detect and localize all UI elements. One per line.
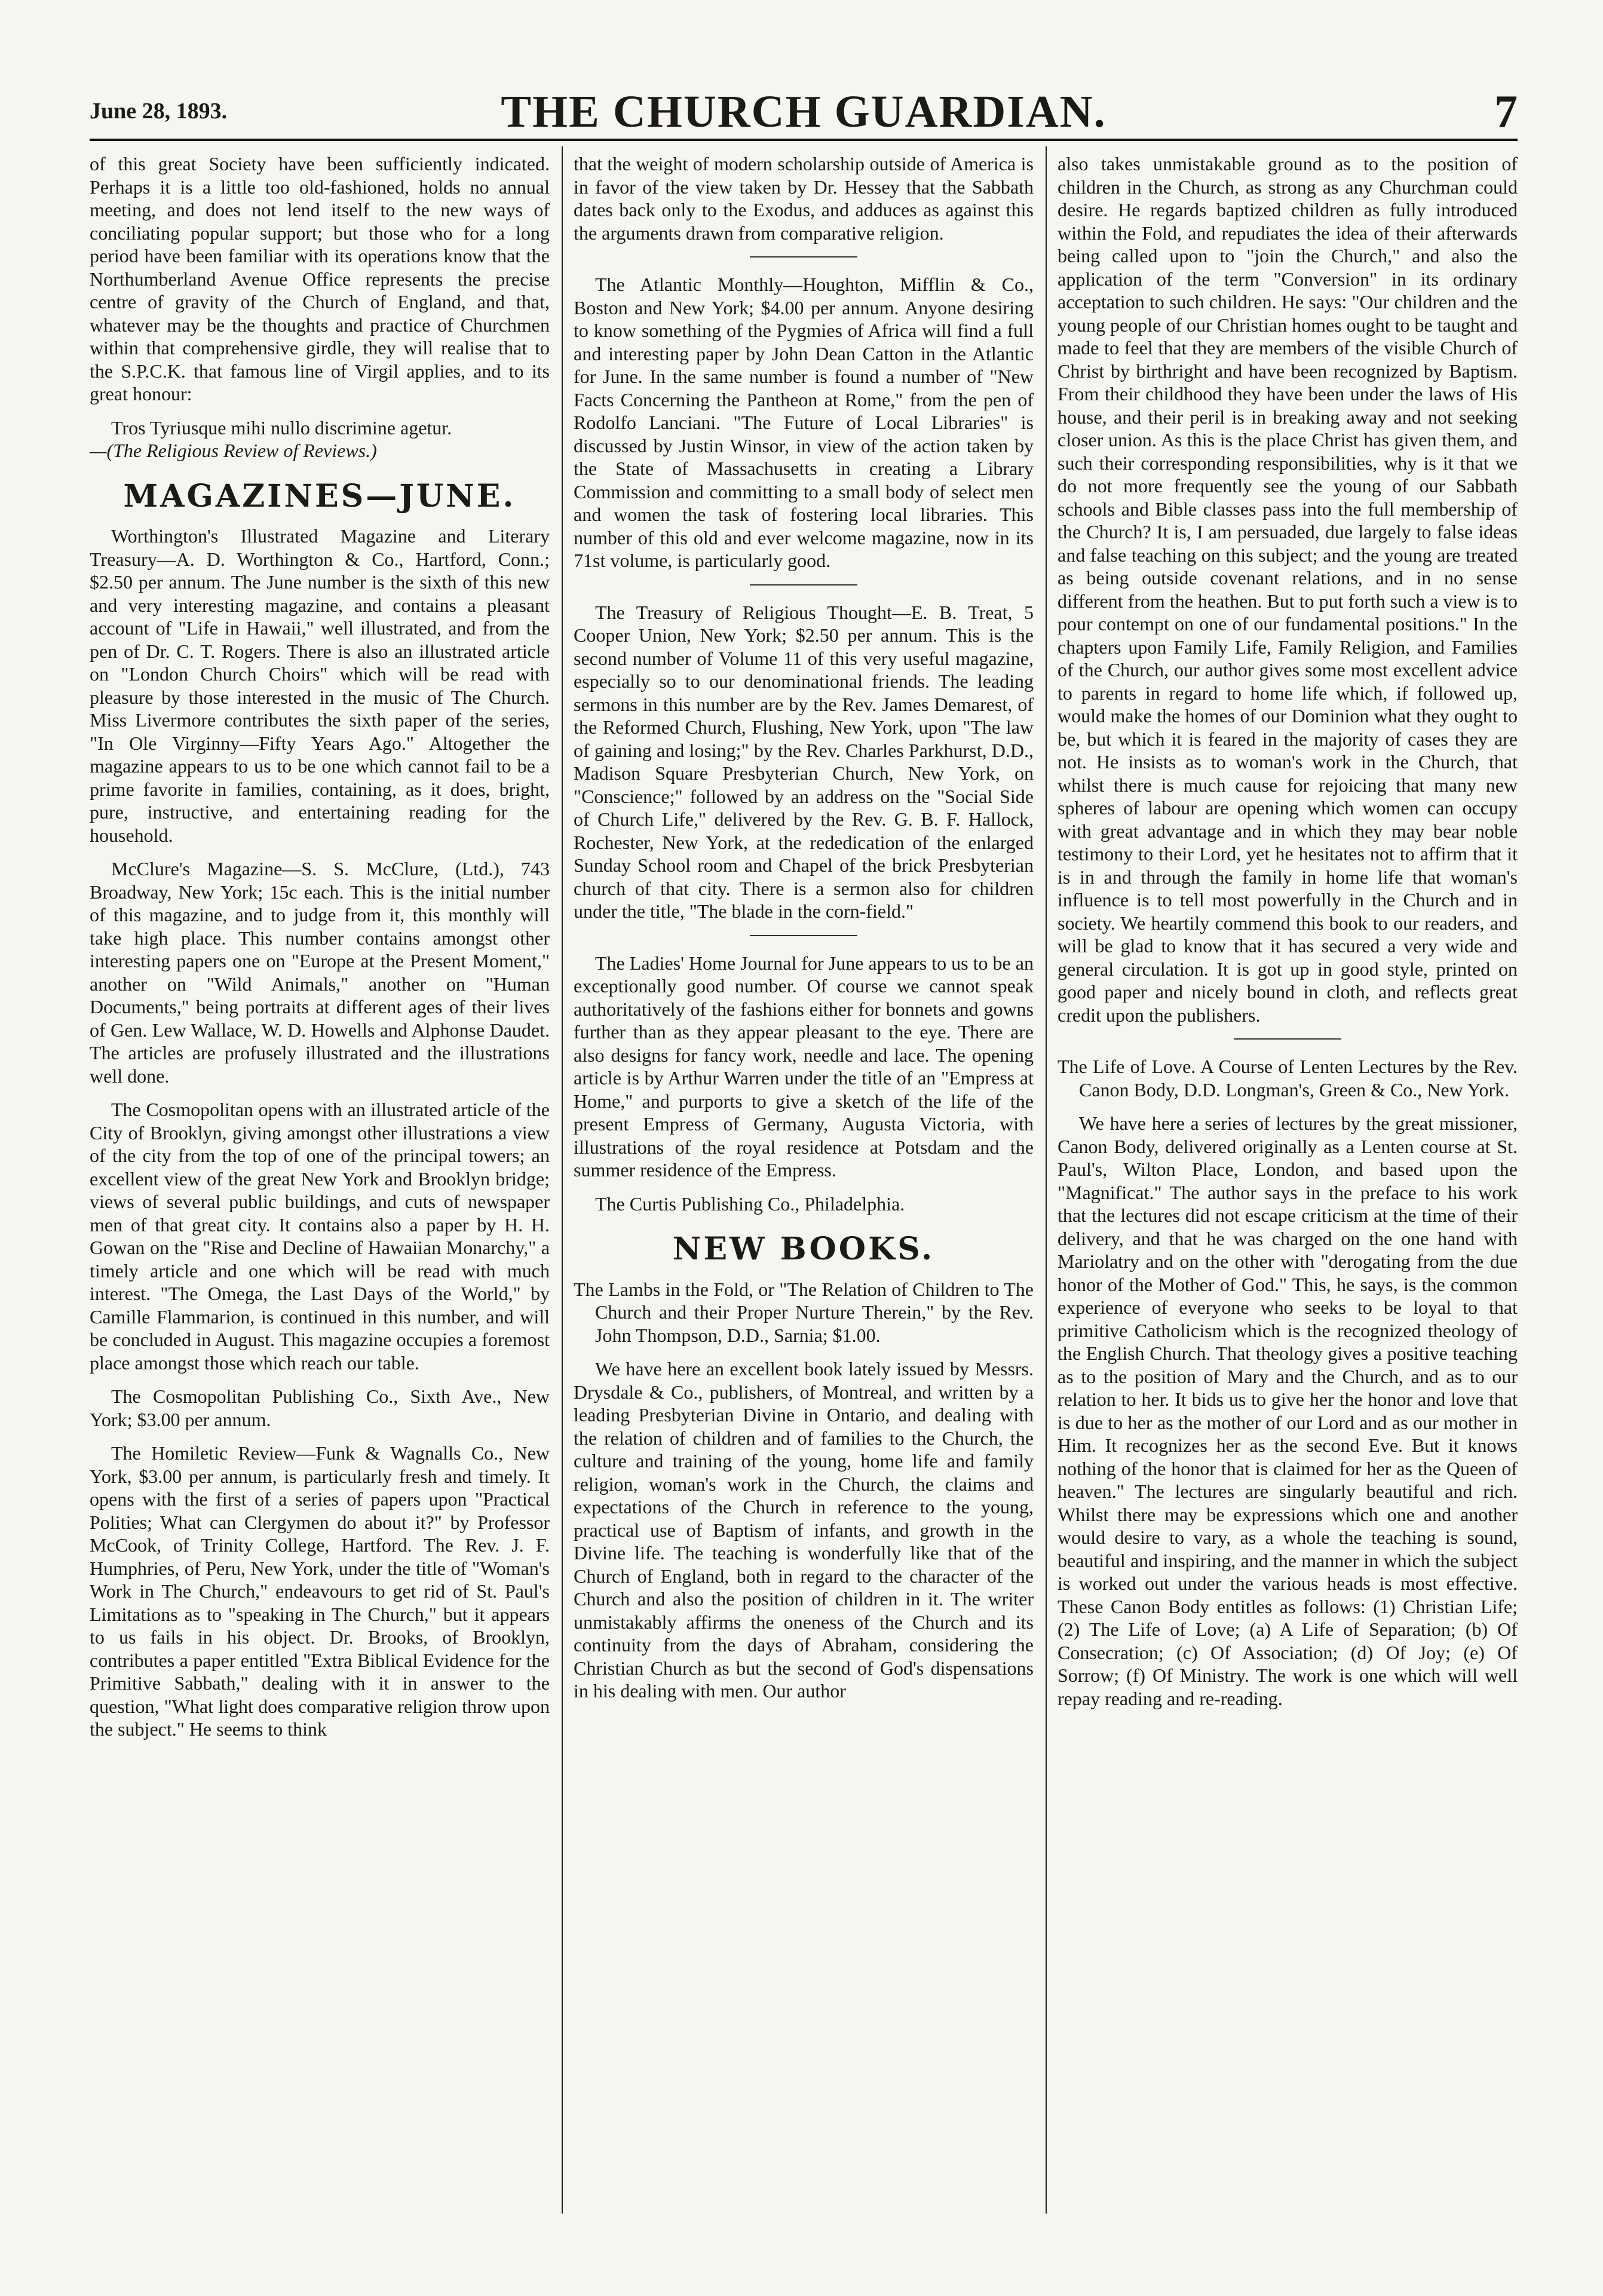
review-cosmopolitan: The Cosmopolitan opens with an illustrated article of the City of Brooklyn, giving amongst other illustrations a view of the city from the top of one of the principal towers; an excellent view of the great New York and Brooklyn bridge; views of several public buildings, and cuts of newspaper men of that great city. It contains also a paper by H. H. Gowan on the "Rise and Decline of Hawaiian Monarchy," a timely article and one which will be read with much interest. "The Omega, the Last Days of the World," by Camille Flammarion, is continued in this number, and will be concluded in August. This magazine occupies a foremost place amongst those which reach our table. bbox=[90, 1099, 550, 1374]
review-ladies-home-journal: The Ladies' Home Journal for June appears to us to be an exceptionally good number. Of course we cannot speak authoritatively of the fashions either for bonnets and gowns further than as they appear pleasant to the eye. There are also designs for fancy work, needle and lace. The opening article is by Arthur Warren under the title of an "Empress at Home," and purports to give a sketch of the life of the present Empress of Germany, Augusta Victoria, with illustrations of the royal residence at Potsdam and the summer residence of the Empress. bbox=[574, 952, 1034, 1181]
review-atlantic: The Atlantic Monthly—Houghton, Mifflin & Co., Boston and New York; $4.00 per annum. Anyone desiring to know something of the Pygmies of Africa will find a full and interesting paper by John Dean Catton in the Atlantic for June. In the same number is found a number of "New Facts Concerning the Pantheon at Rome," from the pen of Rodolfo Lanciani. "The Future of Local Libraries" is discussed by Justin Winsor, in view of the action taken by the State of Massachusetts in creating a Library Commission and committing to a small body of select men and women the task of fostering local libraries. This number of this old and ever welcome magazine, now in its 71st volume, is particularly good. bbox=[574, 274, 1034, 571]
virgil-quote: Tros Tyriusque mihi nullo discrimine agetur. bbox=[111, 416, 452, 439]
homiletic-continued: that the weight of modern scholarship outside of America is in favor of the view taken by Dr. Hessey that the Sabbath dates back only to the Exodus, and adduces as against this the arguments drawn from comparative religion. bbox=[574, 153, 1034, 244]
review-lambs-continued: also takes unmistakable ground as to the position of children in the Church, as strong as any Churchman could desire. He regards baptized children as fully introduced within the Fold, and repudiates the idea of their afterwards being called upon to "join the Church," and also the application of the term "Conversion" in its ordinary acceptation to such children. He says: "Our children and the young people of our Christian homes ought to be taught and made to feel that they are members of the visible Church of Christ by birthright and have been recognized by Baptism. From their childhood they have been under the laws of His house, and their peril is in breaking away and not seeking closer union. As this is the place Christ has given them, and such their corresponding responsibilities, why is it that we do not more frequently see the young of our Sabbath schools and Bible classes pass into the full membership of the Church? It is, I am persuaded, due largely to false ideas and false teaching on this subject; and the young are treated as being outside covenant relations, and in no sense different from the heathen. But to put forth such a view is to pour contempt on one of our fundamental positions." In the chapters upon Family Life, Family Religion, and Families of the Church, our author gives some most excellent advice to parents in regard to home life which, if followed up, would make the homes of our Dominion what they ought to be, but which it is feared in the majority of cases they are not. He insists as to woman's work in the Church, that whilst there is much cause for rejoicing that many new spheres of labour are opening which women can occupy with great advantage and in which they may bear noble testimony to their Lord, yet he hesitates not to affirm that it is in and through the family in home life that woman's influence is to tell most powerfully in the Church and in society. We heartily commend this book to our readers, and will be glad to know that it has secured a very wide and general circulation. It is got up in good style, printed on good paper and nicely bound in cloth, and reflects great credit upon the publishers. bbox=[1058, 153, 1518, 1026]
book-title-lambs: The Lambs in the Fold, or "The Relation of Children to The Church and their Proper Nurture Therein," by the Rev. John Thompson, D.D., Sarnia; $1.00. bbox=[574, 1278, 1034, 1346]
article-source: —(The Religious Review of Reviews.) bbox=[90, 440, 377, 461]
column-3 bbox=[1058, 152, 1518, 1721]
separator-rule bbox=[750, 584, 857, 586]
curtis-publisher: The Curtis Publishing Co., Philadelphia. bbox=[595, 1193, 905, 1215]
cosmopolitan-publisher: The Cosmopolitan Publishing Co., Sixth Ave., New York; $3.00 per annum. bbox=[90, 1385, 550, 1430]
review-homiletic: The Homiletic Review—Funk & Wagnalls Co., New York, $3.00 per annum, is particularly fresh and timely. It opens with the first of a series of papers upon "Practical Polities; What can Clergymen do about it?" by Professor McCook, of Trinity College, Hartford. The Rev. J. F. Humphries, of Peru, New York, under the title of "Woman's Work in The Church," endeavours to get rid of St. Paul's Limitations as to "speaking in The Church," but it appears to us fails in his object. Dr. Brooks, of Brooklyn, contributes a paper entitled "Extra Biblical Evidence for the Primitive Sabbath," dealing with it in answer to the question, "What light does comparative religion throw upon the subject." He seems to think bbox=[90, 1442, 550, 1740]
column-1 bbox=[90, 152, 550, 1752]
column-2 bbox=[574, 152, 1034, 1713]
magazines-section-title: MAGAZINES—JUNE. bbox=[123, 477, 516, 514]
separator-rule bbox=[1234, 1038, 1341, 1040]
column-divider-1 bbox=[562, 146, 563, 2214]
newspaper-title: THE CHURCH GUARDIAN. bbox=[501, 87, 1107, 137]
spck-article-end: of this great Society have been sufficiently indicated. Perhaps it is a little too old-fashioned, holds no annual meeting, and does not lend itself to the new ways of conciliating popular support; but those who for a long period have been familiar with its operations know that the Northumberland Avenue Office represents the precise centre of gravity of the Church of England, and that, whatever may be the thoughts and practice of Churchmen within that comprehensive girdle, they will realise that to the S.P.C.K. that famous line of Virgil applies, and to its great honour: bbox=[90, 153, 550, 404]
page-number: 7 bbox=[1494, 85, 1518, 137]
column-divider-2 bbox=[1046, 146, 1047, 2214]
header-rule bbox=[90, 139, 1518, 141]
book-title-life-of-love: The Life of Love. A Course of Lenten Lectures by the Rev. Canon Body, D.D. Longman's, Green & Co., New York. bbox=[1058, 1056, 1518, 1101]
issue-date: June 28, 1893. bbox=[90, 99, 228, 124]
review-life-of-love: We have here a series of lectures by the great missioner, Canon Body, delivered originally as a Lenten course at St. Paul's, Wilton Place, London, and based upon the "Magnificat." The author says in the preface to his work that the lectures did not escape criticism at the time of their delivery, and that he was charged on the one hand with Mariolatry and on the other with "derogating from the due honor of the Mother of God." This, he says, is the common experience of everyone who seeks to be loyal to that primitive Catholicism which is the recognized theology of the English Church. That theology gives a positive teaching as to the position of Mary and the Church, and as to our relation to her. It bids us to give her the honor and love that is due to her as the mother of our Lord and as our mother in Him. It recognizes her as the second Eve. But it knows nothing of the honor that is claimed for her as the Queen of heaven." The lectures are singularly beautiful and rich. Whilst there may be expressions which one and another would desire to vary, as a whole the teaching is sound, beautiful and inspiring, and the manner in which the subject is worked out under the various heads is most effective. These Canon Body entitles as follows: (1) Christian Life; (2) The Life of Love; (a) A Life of Separation; (b) Of Consecration; (c) Of Association; (d) Of Joy; (e) Of Sorrow; (f) Of Ministry. The work is one which will well repay reading and re-reading. bbox=[1058, 1112, 1518, 1709]
separator-rule bbox=[750, 935, 857, 936]
review-lambs: We have here an excellent book lately issued by Messrs. Drysdale & Co., publishers, of Montreal, and written by a leading Presbyterian Divine in Ontario, and dealing with the relation of children and of families to the Church, the culture and training of the young, home life and family religion, woman's work in the Church, the claims and expectations of the Church in reference to the young, practical use of Baptism of infants, and growth in the Divine life. The teaching is wonderfully like that of the Church of England, both in regard to the character of the Church and also the position of children in it. The writer unmistakably affirms the oneness of the Church and its continuity from the days of Abraham, considering the Christian Church as but the second of God's dispensations in his dealing with men. Our author bbox=[574, 1358, 1034, 1702]
new-books-section-title: NEW BOOKS. bbox=[672, 1231, 935, 1267]
review-treasury: The Treasury of Religious Thought—E. B. Treat, 5 Cooper Union, New York; $2.50 per annum. This is the second number of Volume 11 of this very useful magazine, especially so to our denominational friends. The leading sermons in this number are by the Rev. James Demarest, of the Reformed Church, Flushing, New York, upon "The law of gaining and losing;" by the Rev. Charles Parkhurst, D.D., Madison Square Presbyterian Church, New York, on "Conscience;" followed by an address on the "Social Side of Church Life," delivered by the Rev. G. B. F. Hallock, Rochester, New York, at the rededication of the enlarged Sunday School room and Chapel of the brick Presbyterian church of that city. There is a sermon also for children under the title, "The blade in the corn-field." bbox=[574, 601, 1034, 922]
page-header bbox=[90, 85, 1518, 137]
review-worthingtons: Worthington's Illustrated Magazine and Literary Treasury—A. D. Worthington & Co., Hartford, Conn.; $2.50 per annum. The June number is the sixth of this new and very interesting magazine, and contains a pleasant account of "Life in Hawaii," well illustrated, and from the pen of Dr. C. T. Rogers. There is also an illustrated article on "London Church Choirs" which will be read with pleasure by those interested in the music of The Church. Miss Livermore contributes the sixth paper of the series, "In Ole Virginny—Fifty Years Ago." Altogether the magazine appears to us to be one which cannot fail to be a prime favorite in families, containing, as it does, bright, pure, instructive, and entertaining reading for the household. bbox=[90, 525, 550, 846]
review-mcclures: McClure's Magazine—S. S. McClure, (Ltd.), 743 Broadway, New York; 15c each. This is the initial number of this magazine, and to judge from it, this monthly will take high place. This number contains amongst other interesting papers one on "Europe at the Present Moment," another on "Wild Animals," another on "Human Documents," being portraits at different ages of their lives of Gen. Lew Wallace, W. D. Howells and Alphonse Daudet. The articles are profusely illustrated and the illustrations well done. bbox=[90, 858, 550, 1087]
separator-rule bbox=[750, 256, 857, 258]
